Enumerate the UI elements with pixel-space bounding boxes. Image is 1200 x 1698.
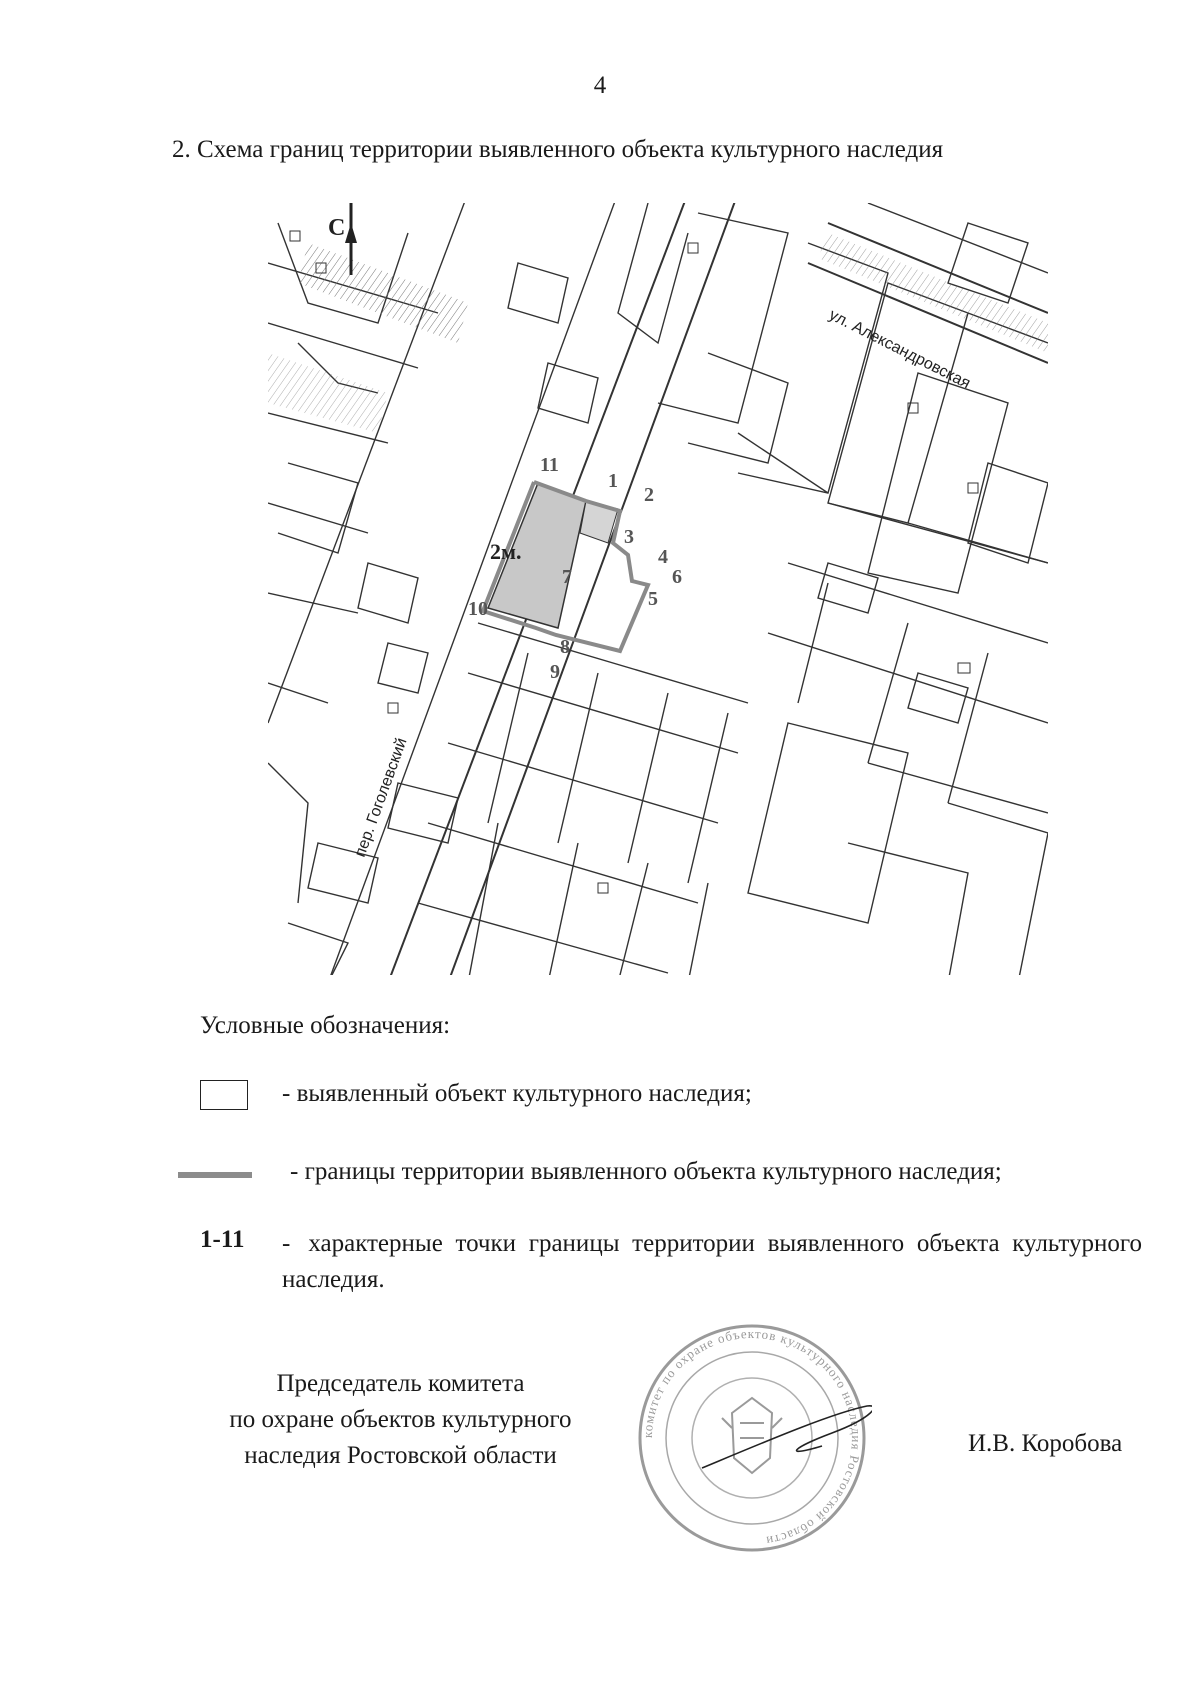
signer-title — [178, 1366, 623, 1474]
point-label-1: 1 — [608, 470, 618, 492]
point-label-8: 8 — [560, 636, 570, 658]
point-label-7: 7 — [562, 566, 572, 588]
street-label-alexandrovskaya: ул. Александровская — [826, 306, 973, 393]
legend-boundary-text: - границы территории выявленного объекта культурного наследия; — [290, 1158, 1002, 1185]
point-label-9: 9 — [550, 661, 560, 683]
map-svg — [268, 203, 1048, 975]
point-label-10: 10 — [468, 598, 488, 620]
distance-label: 2м. — [490, 539, 522, 564]
point-label-4: 4 — [658, 546, 668, 568]
seal-emblem-icon — [722, 1398, 782, 1473]
legend-object-swatch — [200, 1080, 248, 1110]
page-number: 4 — [593, 72, 607, 99]
street-label-gogolevsky: пер. Гоголевский — [351, 735, 411, 860]
legend-points-code: 1-11 — [200, 1226, 245, 1253]
legend-object-text: - выявленный объект культурного наследия; — [282, 1080, 752, 1107]
point-label-5: 5 — [648, 588, 658, 610]
point-label-11: 11 — [540, 454, 559, 476]
point-label-3: 3 — [624, 526, 634, 548]
official-seal — [632, 1318, 872, 1558]
legend-points-text: характерные точки границы территории выявленного объекта культурного наследия. — [282, 1230, 1142, 1293]
section-heading: 2. Схема границ территории выявленного объекта культурного наследия — [172, 136, 944, 163]
north-label: С — [328, 215, 346, 241]
boundary-map — [268, 203, 1048, 975]
signer-title-line-1: Председатель комитета — [276, 1370, 525, 1397]
signer-title-line-2: по охране объектов культурного — [229, 1406, 572, 1433]
legend-title: Условные обозначения: — [200, 1012, 451, 1039]
legend-boundary-swatch — [178, 1172, 252, 1178]
legend-points-dash: - — [282, 1230, 291, 1257]
seal-text-path: комитет по охране объектов культурного наследия Ростовской области — [639, 1325, 865, 1550]
cadastral-lines — [268, 203, 1048, 975]
signer-title-line-3: наследия Ростовской области — [244, 1442, 557, 1469]
signer-name: И.В. Коробова — [968, 1430, 1123, 1457]
legend-points-text-block — [282, 1226, 1142, 1298]
point-label-2: 2 — [644, 484, 654, 506]
point-label-6: 6 — [672, 566, 682, 588]
